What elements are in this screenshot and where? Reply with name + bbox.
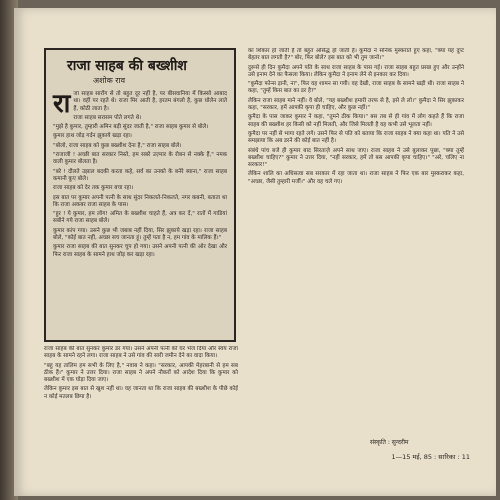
paragraph: कुमार कांप गया। उसने कुछ भी जबाब नहीं दिया, सिर झुकाये खड़ा रहा। राजा साहब बोले, "कोई बात नहीं, अच्छा सच जानता हूं। तुम्हें पता है न, हम गांव के मालिक हैं।": [53, 227, 227, 242]
paragraph: कुमैदा के पास जाकर कुमार ने कहा, "तुमने ठीक किया।" बस तब से ही गांव में लोग कहते हैं कि राजा साहब की बख्शीश हर किसी को नहीं मिलती, और जिसे मिलती है वह कभी उसे भूलता नहीं।: [248, 114, 464, 128]
story-box: [44, 48, 236, 342]
paragraph: "बोलो, राजा साहब को कुछ बख्शीश देना है," राजा साहब बोले।: [53, 142, 182, 149]
paragraph: का शिकार हो जाती है तो बहुत असिद्ध हो जाती है। कुमैदा ने सनिक मुस्कराते हुए कहा, "क्या यह दुप्ट बेहतर बात लगती है?" बोर, फिर बोले? इस बात को भी तुम जानो।": [248, 48, 464, 62]
drop-cap: रा: [53, 89, 71, 119]
paragraph: "बरे ! दौलते उझाल बदकी करता कहे, सर्व का उनको के बनेरे ब्याना," राजा साहब कमानी कुए बोले।: [53, 168, 227, 182]
paragraph: दुरूसे ही दिन कुमैदा अपने पति के साथ राजा साहब के पास गई। राजा साहब बहुत प्रसन्न हुए और उन्होंने उसे इनाम देने का फैसला किया। लेकिन कुमैदा ने इनाम लेने से इनकार कर दिया।: [248, 64, 464, 78]
paragraph: संबंधे पांच बजे ही कुमार बाद सिरताज़े अपने साथ जाए। राजा साहब ने उसे बुलाकर पूछा, "क्या तुम्हें बख्शीश चाहिए?" कुमार ने उत्तर दिया, "नहीं सरकार, हमें तो बस आपकी कृपा चाहिए।" "अरे, चलिए ना सरकार!": [248, 147, 464, 169]
paragraph: लेकिन शालि का अधिसत्वा सब सरकार में रहा जाता था। राजा साहब ने फिर एक बार मुस्कराकर कहा, "अच्छा, जैसी तुम्हारी मर्जी।" और वह चले गए।: [248, 171, 464, 185]
paragraph: कुमार हाथ जोड़ गर्दन झुकाये खड़ा रहा।: [53, 133, 132, 140]
page-folio: 1—15 मई, 85 : सारिका : 11: [391, 453, 470, 461]
story-box-body: [53, 91, 227, 259]
paragraph: राजा साहब को देर तक कुमार बचा रहा।: [53, 185, 134, 192]
right-column: [248, 48, 464, 426]
paragraph: "राजाजी ! अच्छी बात सरकार निस्ते, हम सबरे उज़्मार के रोबन से नक्के हैं," नमक वाली कुमार बोलता है।: [53, 152, 227, 166]
paragraph: कुमार राजा साहब की बात सुनकर चुप हो गया। उसने अपनी पत्नी की ओर देखा और फिर राजा साहब के सामने हाथ जोड़ कर खड़ा रहा।: [53, 244, 227, 258]
illustration-credit: संस्कृति : सुन्दरीम: [370, 439, 409, 446]
paragraph: लेकिन कुमार इस बात से खुश नहीं था। वह जानता था कि राजा साहब की बख्शीश के पीछे कोई न कोई मतलब छिपा है।: [44, 386, 238, 400]
paragraph: राजा साहब की बात सुनकर कुमार डर गया। उसने अपनी पत्नी को घर भेज दिया और स्वयं राजा साहब के सामने रहने लगा। राजा साहब ने उसे गांव की सारी जमीन देने का वादा किया।: [44, 346, 238, 360]
paragraph: "मुझे है कुमार, तुम्हारी अमिन बड़ी सुंदर जाती है," राजा साहब कुमार से बोले।: [53, 124, 209, 131]
paragraph: "कुमैदा फोन्स ड़ानी, ना", फिर वह शामन सा गयी। वह देखी, राजा साहब के सामने खड़ी थी। राजा साहब ने कहा, "तुम्हें किस बात का डर है?": [248, 81, 464, 95]
paragraph-text: जा साहब सारोंग से तो बहुत दूर नहीं है, पर बीसवानिया में किस्सो आबाद था। वहीं पर रहते थे। राजा मिर आती है, हरतम बंगलो है, कुछ धोलेन लाते हैं, कोठी लाता है।: [73, 91, 227, 112]
paragraph: कुमैदा पर नहीं से भागा रहते लगे। उसने फिर से पति को बताया कि राजा साहब ने क्या कहा था। पति ने उसे समझाया कि अब डरने की कोई बात नहीं है।: [248, 130, 464, 145]
left-column-continuation: [44, 346, 238, 456]
story-author: अशोक राव: [93, 76, 126, 85]
paragraph: राजा साहब सरासम पोते लगते थे।: [73, 114, 142, 121]
story-title: राजा साहब की बख्शीश: [67, 58, 187, 74]
paragraph: इस बात पर कुमार अपनी पत्नी के साथ सुंदर निकलते-निकलते, नगर कबनी, बताता था कि राजा अकबर राजा साहब के पास।: [53, 194, 227, 208]
paragraph: "बहु यह तालिम हम सभी के लिए है," नवाब ने कहा। "सरकार, आपकी मेहरबानी से हम सब ठीक हैं।" कुमार ने उत्तर दिया। राजा साहब ने अपने नौकरों को आदेश दिया कि कुमार को बख्शीश में एक घोड़ा दिया जाए।: [44, 362, 238, 384]
paragraph: लेकिन राजा साहब माने नहीं। वे बोले, "यह बख्शीश हमारी तरफ से है, इसे ले लो।" कुमैदा ने सिर झुकाकर कहा, "सरकार, हमें आपकी कृपा ही चाहिए, और कुछ नहीं।": [248, 97, 464, 112]
paragraph: "हुर ! ये कुमार, हम लोग! अमित के बख्शीश चाहते हैं, अत्र कर दें," रातों में गाडियां सबीने गये राजा साहब बोले।: [53, 211, 227, 225]
